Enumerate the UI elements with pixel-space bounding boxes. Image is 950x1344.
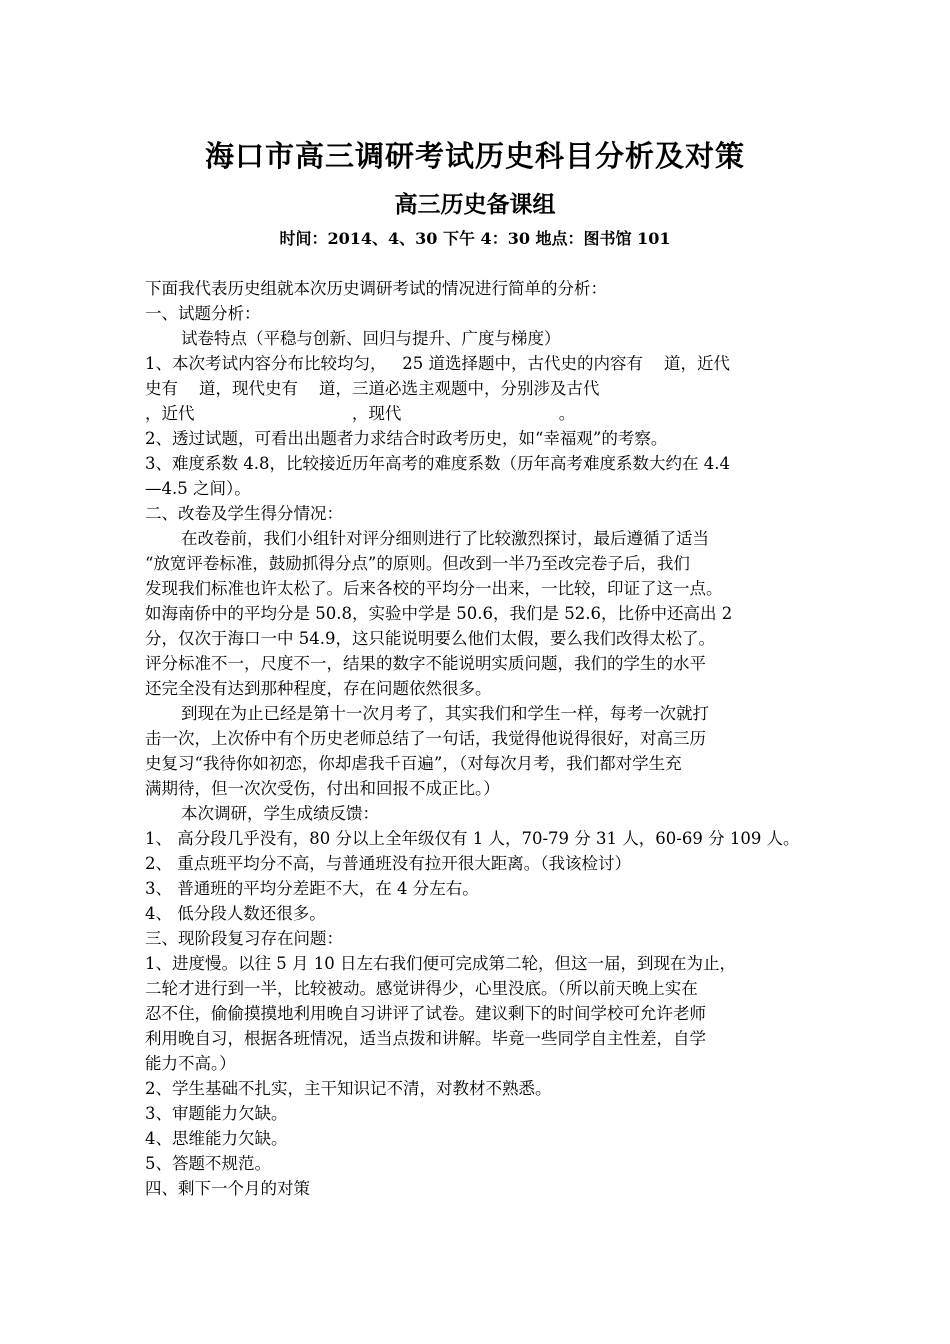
- paragraph-line: 下面我代表历史组就本次历史调研考试的情况进行简单的分析：: [145, 279, 607, 298]
- paragraph-line: 忍不住，偷偷摸摸地利用晚自习讲评了试卷。建议剩下的时间学校可允许老师: [145, 1004, 706, 1023]
- paragraph-line: 三、现阶段复习存在问题：: [145, 929, 343, 948]
- document-title: 海口市高三调研考试历史科目分析及对策: [204, 139, 745, 173]
- paragraph-line: 分，仅次于海口一中 54.9，这只能说明要么他们太假，要么我们改得太松了。: [145, 629, 715, 648]
- paragraph-line: 能力不高。）: [145, 1054, 236, 1073]
- paragraph-line: 二轮才进行到一半，比较被动。感觉讲得少，心里没底。（所以前天晚上实在: [145, 979, 698, 998]
- paragraph-line: 4、 低分段人数还很多。: [145, 904, 326, 923]
- paragraph-line: 一、试题分析：: [145, 304, 261, 323]
- paragraph-line: 击一次，上次侨中有个历史老师总结了一句话，我觉得他说得很好，对高三历: [145, 729, 706, 748]
- document-body: [145, 276, 810, 1201]
- paragraph-line: 评分标准不一，尺度不一，结果的数字不能说明实质问题，我们的学生的水平: [145, 654, 706, 673]
- paragraph-line: 二、改卷及学生得分情况：: [145, 504, 343, 523]
- paragraph-line: 四、剩下一个月的对策: [145, 1179, 310, 1198]
- paragraph-line: 2、学生基础不扎实，主干知识记不清，对教材不熟悉。: [145, 1079, 552, 1098]
- paragraph-line: 3、难度系数 4.8，比较接近历年高考的难度系数（历年高考难度系数大约在 4.4: [145, 454, 730, 473]
- paragraph-line: 满期待，但一次次受伤，付出和回报不成正比。）: [145, 779, 500, 798]
- paragraph-line: ，近代 ，现代 。: [145, 404, 576, 423]
- meeting-time-location: 时间：2014、4、30 下午 4：30 地点：图书馆 101: [279, 229, 671, 248]
- paragraph-line: 到现在为止已经是第十一次月考了，其实我们和学生一样，每考一次就打: [181, 704, 709, 723]
- paragraph-line: 2、透过试题，可看出出题者力求结合时政考历史，如“幸福观”的考察。: [145, 429, 668, 448]
- paragraph-line: 4、思维能力欠缺。: [145, 1129, 288, 1148]
- paragraph-line: 3、 普通班的平均分差距不大，在 4 分左右。: [145, 879, 479, 898]
- paragraph-line: 本次调研，学生成绩反馈：: [181, 804, 379, 823]
- paragraph-line: 史复习“我待你如初恋，你却虐我千百遍”，（对每次月考，我们都对学生充: [145, 754, 682, 773]
- paragraph-line: 利用晚自习，根据各班情况，适当点拨和讲解。毕竟一些同学自主性差，自学: [145, 1029, 706, 1048]
- paragraph-line: 试卷特点（平稳与创新、回归与提升、广度与梯度）: [181, 329, 561, 348]
- paragraph-line: 3、审题能力欠缺。: [145, 1104, 288, 1123]
- paragraph-line: 史有 道，现代史有 道，三道必选主观题中，分别涉及古代: [145, 379, 600, 398]
- paragraph-line: “放宽评卷标准，鼓励抓得分点”的原则。但改到一半乃至改完卷子后，我们: [145, 554, 690, 573]
- paragraph-line: 发现我们标准也许太松了。后来各校的平均分一出来，一比较，印证了这一点。: [145, 579, 723, 598]
- paragraph-line: 1、本次考试内容分布比较均匀， 25 道选择题中，古代史的内容有 道，近代: [145, 354, 730, 373]
- paragraph-line: 1、进度慢。以往 5 月 10 日左右我们便可完成第二轮，但这一届，到现在为止，: [145, 954, 736, 973]
- paragraph-line: —4.5 之间）。: [145, 479, 251, 498]
- paragraph-line: 如海南侨中的平均分是 50.8，实验中学是 50.6，我们是 52.6，比侨中还高出 2: [145, 604, 733, 623]
- paragraph-line: 在改卷前，我们小组针对评分细则进行了比较激烈探讨，最后遵循了适当: [181, 529, 709, 548]
- paragraph-line: 2、 重点班平均分不高，与普通班没有拉开很大距离。（我该检讨）: [145, 854, 631, 873]
- document-subtitle: 高三历史备课组: [394, 191, 556, 218]
- paragraph-line: 还完全没有达到那种程度，存在问题依然很多。: [145, 679, 492, 698]
- paragraph-line: 5、答题不规范。: [145, 1154, 271, 1173]
- paragraph-line: 1、 高分段几乎没有，80 分以上全年级仅有 1 人，70-79 分 31 人，60-69 分 109 人。: [145, 829, 800, 848]
